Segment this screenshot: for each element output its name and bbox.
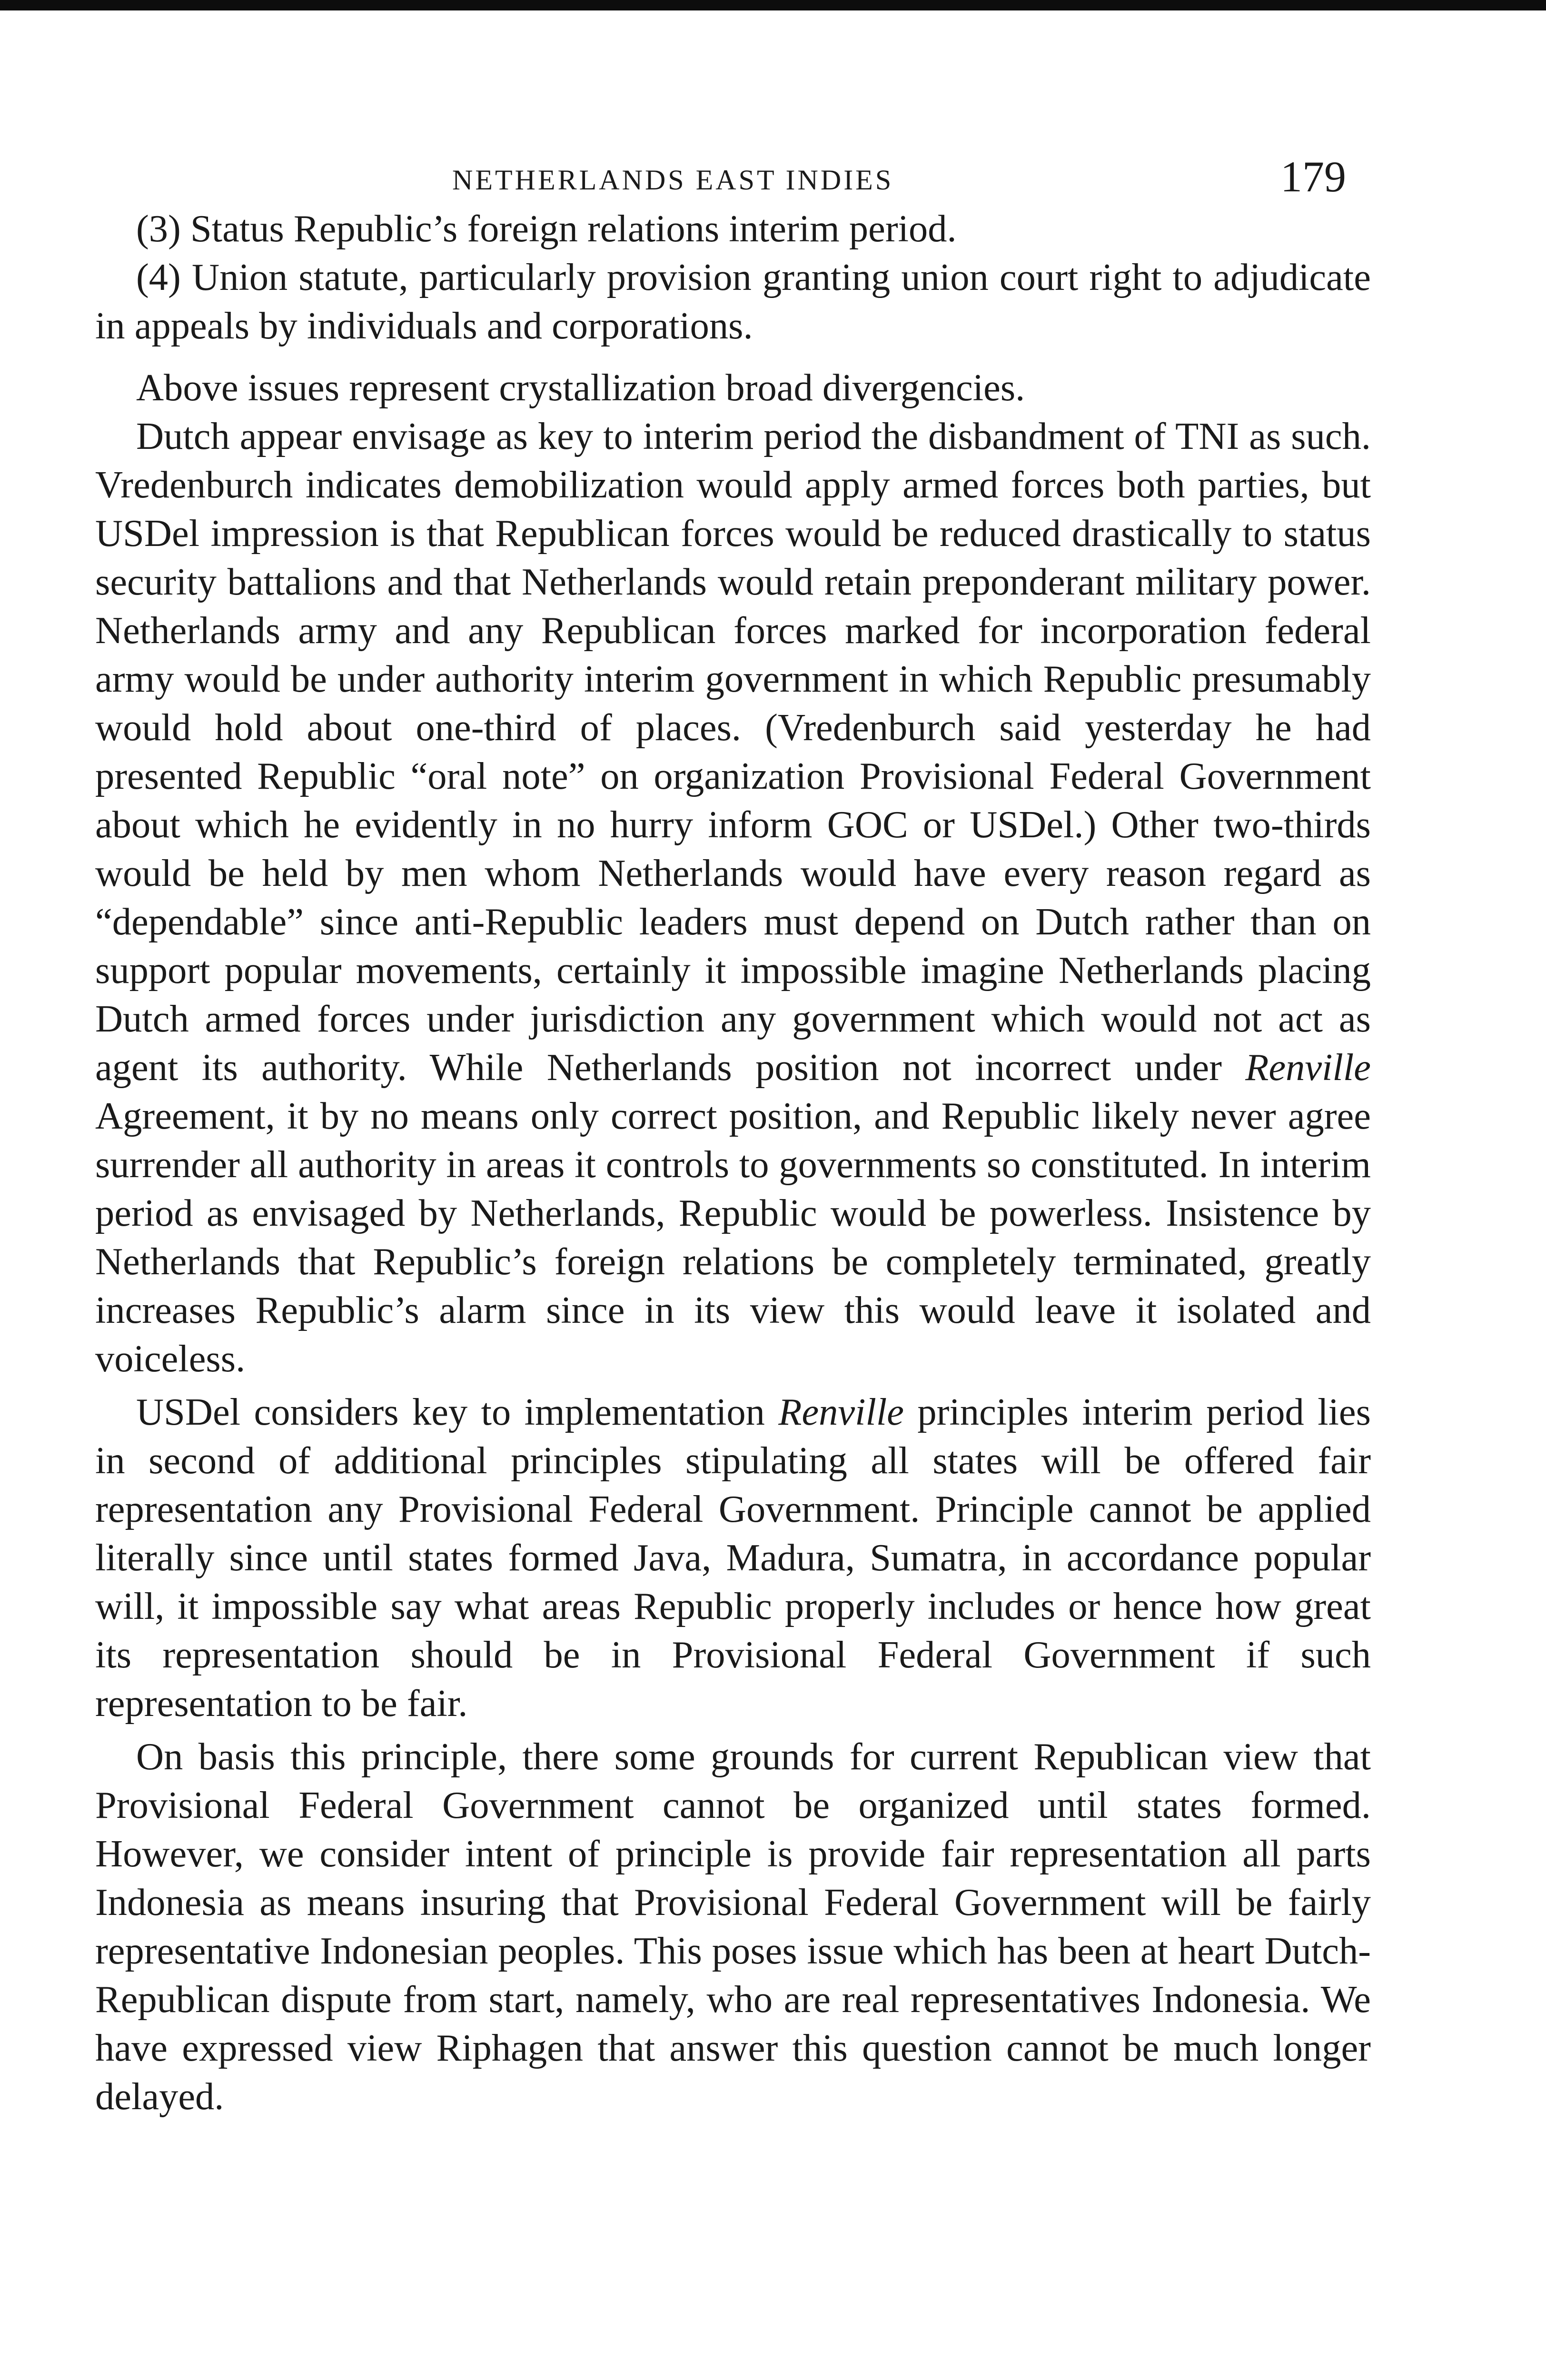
paragraph-divergencies: Above issues represent crystallization broad divergencies. (136, 367, 1025, 409)
document-page (95, 143, 1371, 2121)
running-header (95, 143, 1371, 205)
paragraph-dutch-interim-period (95, 412, 1371, 1383)
paragraph-text: USDel considers key to implementation (136, 1391, 779, 1433)
italic-renville: Renville (778, 1391, 904, 1433)
italic-renville: Renville (1245, 1046, 1371, 1089)
paragraph-usdel-key-implementation (95, 1388, 1371, 1728)
list-item-status-foreign-relations: (3) Status Republic’s foreign relations interim period. (136, 208, 957, 250)
paragraph-basis-principle: On basis this principle, there some grounds for current Republican view that Provisional Federal Government cannot be organized until states formed. However, we consider intent of principle is provide fair representation all parts Indonesia as means insuring that Provisional Federal Government will be fairly representative Indonesian peoples. This poses issue which has been at heart Dutch-Republican dispute from start, namely, who are real representatives Indonesia. We have expressed view Riphagen that answer this question cannot be much longer delayed. (95, 1735, 1371, 2118)
paragraph-text: principles interim period lies in second of additional principles stipulating all states will be offered fair representation any Provisional Federal Government. Principle cannot be applied literally since until states formed Java, Madura, Sumatra, in accordance popular will, it impossible say what areas Republic properly includes or hence how great its representation should be in Provisional Federal Government if such representation to be fair. (95, 1391, 1371, 1725)
page-number: 179 (1280, 152, 1346, 201)
document-body (95, 205, 1371, 2121)
paragraph-text: Agreement, it by no means only correct position, and Republic likely never agree surrender all authority in areas it controls to governments so constituted. In interim period as envisaged by Netherlands, Republic would be powerless. Insistence by Netherlands that Republic’s foreign relations be completely terminated, greatly increases Republic’s alarm since in its view this would leave it isolated and voiceless. (95, 1095, 1371, 1380)
paragraph-text: Dutch appear envisage as key to interim period the disbandment of TNI as such. Vredenburch indicates demobilization would apply armed forces both parties, but USDel impression is that Republican forces would be reduced drastically to status security battalions and that Netherlands would retain preponderant military power. Netherlands army and any Republican forces marked for incorporation federal army would be under authority interim government in which Republic presumably would hold about one-third of places. (Vredenburch said yesterday he had presented Republic “oral note” on organization Provisional Federal Government about which he evidently in no hurry inform GOC or USDel.) Other two-thirds would be held by men whom Netherlands would have every reason regard as “dependable” since anti-Republic leaders must depend on Dutch rather than on support popular movements, certainly it impossible imagine Netherlands placing Dutch armed forces under jurisdiction any government which would not act as agent its authority. While Netherlands position not incorrect under (95, 415, 1371, 1089)
running-title: NETHERLANDS EAST INDIES (452, 164, 894, 196)
list-item-union-statute: (4) Union statute, particularly provision granting union court right to adjudicate in appeals by individuals and corporations. (95, 256, 1371, 347)
scan-top-border (0, 0, 1546, 10)
